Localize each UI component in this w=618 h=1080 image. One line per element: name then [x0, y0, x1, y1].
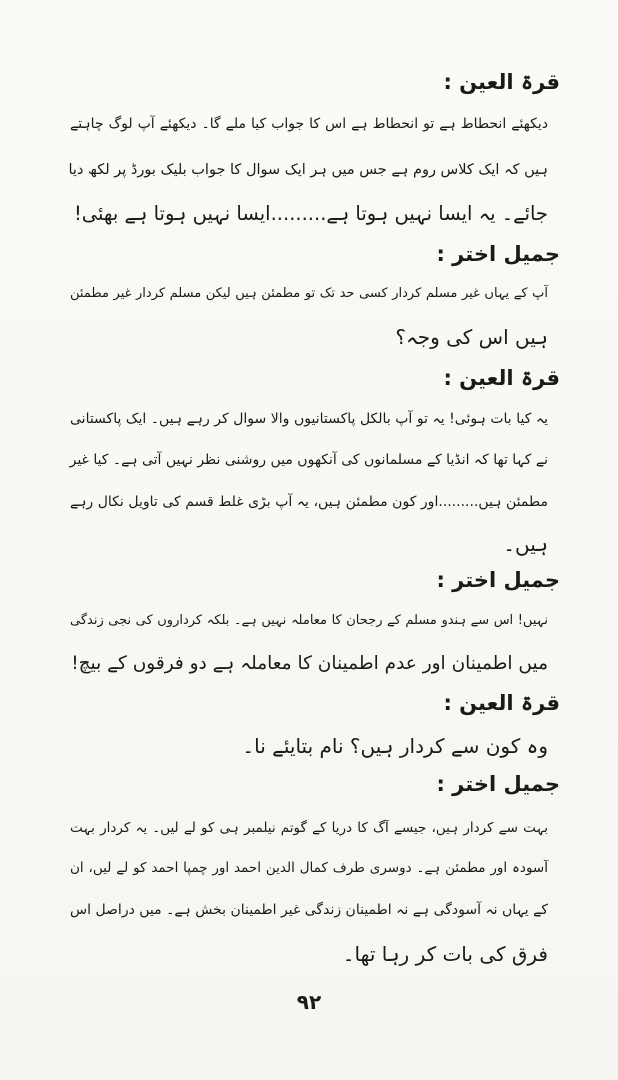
- text-line: ہیں اس کی وجہ؟: [395, 325, 548, 349]
- text-line: بہت سے کردار ہیں، جیسے آگ کا دریا کے گوتم نیلمبر ہی کو لے لیں۔ یہ کردار بہت: [70, 820, 548, 836]
- text-line: آپ کے یہاں غیر مسلم کردار کسی حد تک تو مطمئن ہیں لیکن مسلم کردار غیر مطمئن: [70, 286, 548, 301]
- text-line: نے کہا تھا کہ انڈیا کے مسلمانوں کی آنکھوں میں روشنی نظر نہیں آتی ہے۔ کیا غیر: [69, 452, 548, 468]
- speaker-label: جمیل اختر :: [436, 772, 560, 796]
- text-line: کے یہاں نہ آسودگی ہے نہ اطمینان زندگی غیر اطمینان بخش ہے۔ میں دراصل اس: [70, 902, 548, 918]
- text-line: ہیں۔: [503, 532, 548, 556]
- text-line: میں اطمینان اور عدم اطمینان کا معاملہ ہے دو فرقوں کے بیچ!: [71, 653, 548, 674]
- text-line: دیکھئے انحطاط ہے تو انحطاط ہے اس کا جواب کیا ملے گا۔ دیکھئے آپ لوگ چاہتے: [70, 116, 548, 132]
- text-line: ہیں کہ ایک کلاس روم ہے جس میں ہر ایک سوال کا جواب بلیک بورڈ پر لکھ دیا: [68, 162, 548, 178]
- text-line: آسودہ اور مطمئن ہے۔ دوسری طرف کمال الدین احمد اور چمپا احمد کو لے لیں، ان: [70, 860, 548, 876]
- text-line: وہ کون سے کردار ہیں؟ نام بتایئے نا۔: [242, 734, 548, 758]
- speaker-label: جمیل اختر :: [436, 568, 560, 592]
- text-line: یہ کیا بات ہوئی! یہ تو آپ بالکل پاکستانیوں والا سوال کر رہے ہیں۔ ایک پاکستانی: [70, 411, 548, 427]
- text-line: نہیں! اس سے ہندو مسلم کے رجحان کا معاملہ نہیں ہے۔ بلکہ کرداروں کی نجی زندگی: [70, 613, 548, 628]
- text-line: جائے۔ یہ ایسا نہیں ہوتا ہے.........ایسا نہیں ہوتا ہے بھئی!: [73, 202, 548, 225]
- speaker-label: قرۃ العین :: [443, 691, 560, 715]
- text-line: فرق کی بات کر رہا تھا۔: [342, 942, 548, 966]
- page-number: ۹۲: [296, 990, 322, 1014]
- text-line: مطمئن ہیں.........اور کون مطمئن ہیں، یہ آپ بڑی غلط قسم کی تاویل نکال رہے: [70, 494, 548, 510]
- speaker-label: قرۃ العین :: [443, 366, 560, 390]
- speaker-label: قرۃ العین :: [443, 70, 560, 94]
- speaker-label: جمیل اختر :: [436, 242, 560, 266]
